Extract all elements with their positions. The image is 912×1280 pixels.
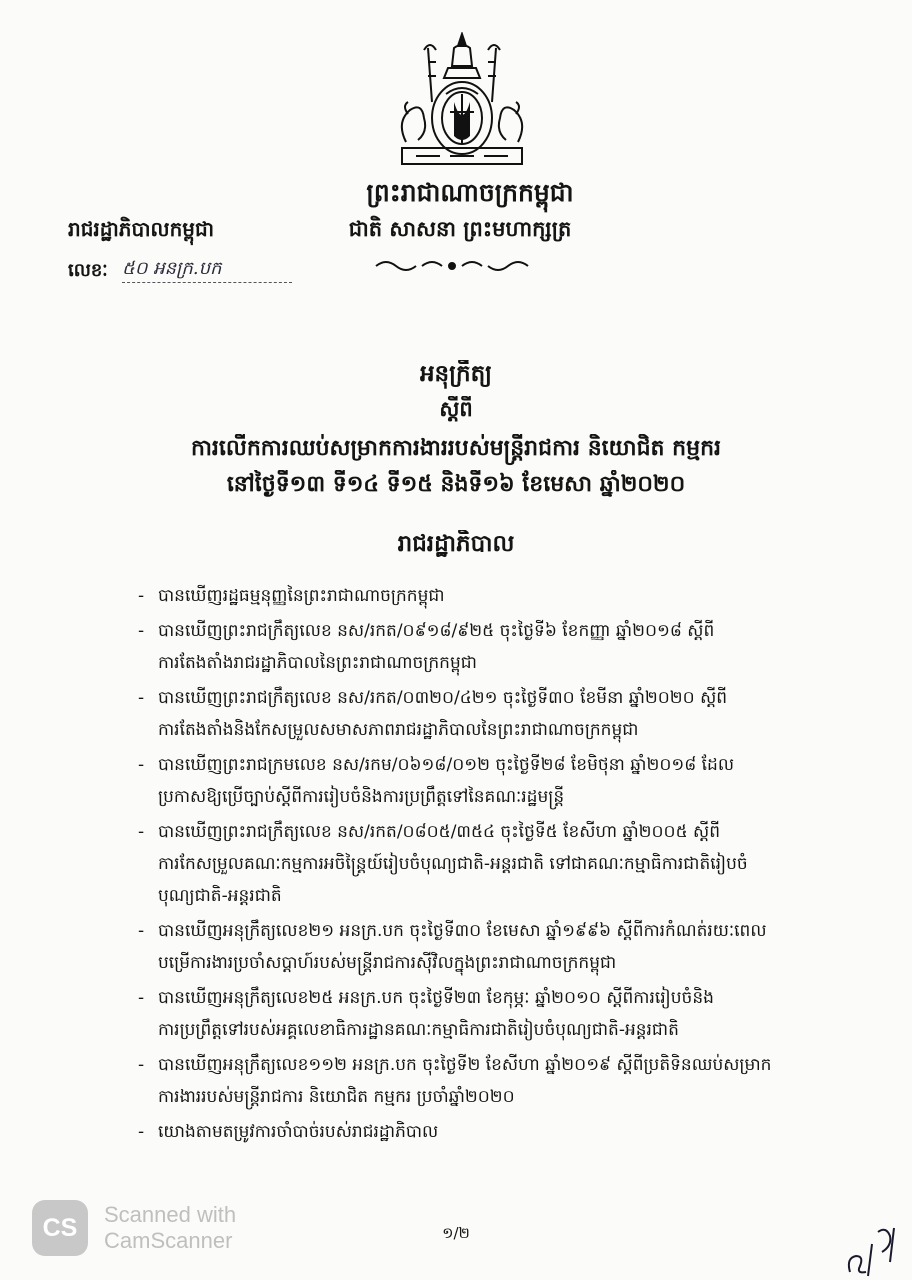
document-number-dotted-line: [122, 282, 292, 283]
camscanner-watermark: [32, 1196, 292, 1256]
recital-text: បានឃើញរដ្ឋធម្មនុញ្ញនៃព្រះរាជាណាចក្រកម្ពុជា: [158, 586, 445, 606]
recital-bullet: -: [138, 822, 145, 842]
recital-item: [138, 615, 858, 679]
recital-text: បានឃើញព្រះរាជក្រឹត្យលេខ នស/រកត/០៣២០/៤២១ ចុះថ្ងៃទី៣០ ខែមីនា ឆ្នាំ២០២០ ស្តីពី ការតែងតាំងនិងកែសម្រួលសមាសភាពរាជរដ្ឋាភិបាលនៃព្រះរាជាណាចក្រកម្ពុជា: [158, 688, 728, 740]
document-number-label: លេខៈ: [68, 260, 108, 281]
recital-text: បានឃើញអនុក្រឹត្យលេខ២១ អនក្រ.បក ចុះថ្ងៃទី៣០ ខែមេសា ឆ្នាំ១៩៩៦ ស្តីពីការកំណត់រយៈពេល បម្រើការងារប្រចាំសប្តាហ៍របស់មន្ត្រីរាជការស៊ីវិលក្នុងព្រះរាជាណាចក្រកម្ពុជា: [158, 921, 767, 973]
watermark-line-2: CamScanner: [104, 1228, 233, 1253]
recital-item: [138, 749, 858, 813]
issuer-heading: រាជរដ្ឋាភិបាល: [397, 531, 515, 557]
subject-line-2: នៅថ្ងៃទី១៣ ទី១៤ ទី១៥ និងទី១៦ ខែមេសា ឆ្នាំ២០២០: [226, 472, 686, 497]
recital-item: [138, 1116, 858, 1148]
document-type-title: អនុក្រឹត្យ: [419, 361, 493, 387]
recital-bullet: -: [138, 688, 145, 708]
document-number-value: ៥០ អនក្រ.បក: [122, 258, 222, 279]
page-number: ១/២: [442, 1224, 470, 1242]
recital-bullet: -: [138, 1055, 145, 1075]
recital-bullet: -: [138, 621, 145, 641]
recital-text: បានឃើញអនុក្រឹត្យលេខ១១២ អនក្រ.បក ចុះថ្ងៃទី២ ខែសីហា ឆ្នាំ២០១៩ ស្តីពីប្រតិទិនឈប់សម្រាក ការងាររបស់មន្ត្រីរាជការ និយោជិត កម្មករ ប្រចាំឆ្នាំ២០២០: [158, 1055, 772, 1107]
recital-text: បានឃើញអនុក្រឹត្យលេខ២៥ អនក្រ.បក ចុះថ្ងៃទី២៣ ខែកុម្ភៈ ឆ្នាំ២០១០ ស្តីពីការរៀបចំនិង ការប្រព្រឹត្តទៅរបស់អគ្គលេខាធិការដ្ឋានគណៈកម្មាធិការជាតិរៀបចំបុណ្យជាតិ-អន្តរជាតិ: [158, 988, 714, 1040]
recital-text: យោងតាមតម្រូវការចាំបាច់របស់រាជរដ្ឋាភិបាល: [158, 1122, 439, 1142]
recital-item: [138, 915, 858, 979]
recital-text: បានឃើញព្រះរាជក្រឹត្យលេខ នស/រកត/០៨០៥/៣៥៤ ចុះថ្ងៃទី៥ ខែសីហា ឆ្នាំ២០០៥ ស្តីពី ការកែសម្រួលគណៈកម្មការអចិន្ត្រៃយ៍រៀបចំបុណ្យជាតិ-អន្តរជាតិ ទៅជាគណៈកម្មាធិការជាតិរៀបចំ បុណ្យជាតិ-អន្តរជាតិ: [158, 822, 748, 906]
recital-item: [138, 982, 858, 1046]
kingdom-heading: ព្រះរាជាណាចក្រកម្ពុជា: [366, 178, 574, 207]
recital-bullet: -: [138, 1122, 145, 1142]
watermark-line-1: Scanned with: [104, 1202, 237, 1227]
recital-text: បានឃើញព្រះរាជក្រឹត្យលេខ នស/រកត/០៩១៨/៩២៥ ចុះថ្ងៃទី៦ ខែកញ្ញា ឆ្នាំ២០១៨ ស្តីពី ការតែងតាំងរាជរដ្ឋាភិបាលនៃព្រះរាជាណាចក្រកម្ពុជា: [158, 621, 715, 673]
royal-coat-of-arms: [388, 32, 536, 172]
recitals-list: [138, 580, 858, 1151]
recital-item: [138, 682, 858, 746]
recital-text: បានឃើញព្រះរាជក្រមលេខ នស/រកម/០៦១៨/០១២ ចុះថ្ងៃទី២៨ ខែមិថុនា ឆ្នាំ២០១៨ ដែល ប្រកាសឱ្យប្រើច្បាប់ស្តីពីការរៀបចំនិងការប្រព្រឹត្តទៅនៃគណៈរដ្ឋមន្ត្រី: [158, 755, 735, 807]
recital-item: [138, 580, 858, 612]
national-motto: ជាតិ សាសនា ព្រះមហាក្សត្រ: [348, 217, 572, 241]
recital-item: [138, 1049, 858, 1113]
camscanner-logo-icon: CS: [32, 1200, 88, 1256]
document-number: [68, 258, 308, 286]
recital-bullet: -: [138, 586, 145, 606]
recital-bullet: -: [138, 921, 145, 941]
handwritten-initials: [842, 1222, 908, 1278]
recital-bullet: -: [138, 988, 145, 1008]
recital-item: [138, 816, 858, 912]
recital-bullet: -: [138, 755, 145, 775]
about-label: ស្តីពី: [439, 397, 473, 421]
decorative-divider: [372, 256, 532, 276]
subject-line-1: ការលើកការឈប់សម្រាកការងាររបស់មន្ត្រីរាជការ និយោជិត កម្មករ: [190, 436, 722, 461]
government-heading: រាជរដ្ឋាភិបាលកម្ពុជា: [68, 217, 214, 241]
